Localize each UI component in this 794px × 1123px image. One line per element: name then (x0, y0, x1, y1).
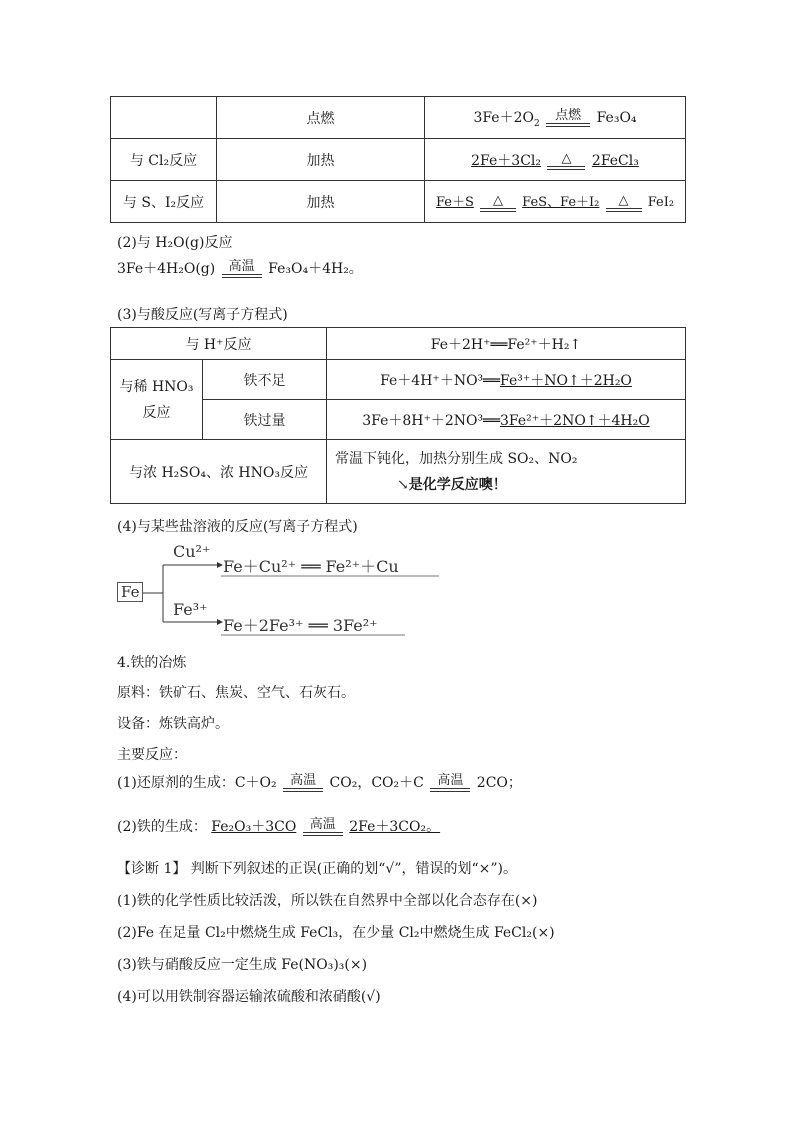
acid-reaction-table (110, 327, 686, 504)
reaction-condition: △ (547, 152, 585, 170)
table-cell: 与 Cl₂反应 (111, 139, 217, 181)
table-row (111, 139, 686, 181)
section-title: (4)与某些盐溶液的反应(写离子方程式) (117, 519, 358, 535)
branch-equation: Fe＋2Fe³⁺ ══ 3Fe²⁺ (223, 616, 378, 635)
table-cell: 常温下钝化，加热分别生成 SO₂、NO₂ ↘是化学反应噢！ (327, 440, 686, 504)
branch-equation: Fe＋Cu²⁺ ══ Fe²⁺＋Cu (223, 557, 399, 576)
arrow-icon: ↘ (397, 476, 409, 493)
table-row (111, 328, 686, 360)
equation-cell: $3Fe+2O_2$ 点燃 Fe₃O₄ (425, 97, 686, 139)
root-box: Fe (117, 582, 143, 602)
list-item: (1)铁的化学性质比较活泼，所以铁在自然界中全部以化合态存在(×) (117, 893, 538, 909)
reaction-condition: △ (606, 194, 642, 212)
reaction-condition: 高温 (303, 818, 343, 836)
section-title: (3)与酸反应(写离子方程式) (117, 307, 288, 323)
salt-reaction-diagram (117, 540, 457, 640)
equation-cell: 3Fe＋8H⁺＋2NO³══3Fe²⁺＋2NO↑＋4H₂O (327, 400, 686, 440)
table-cell: 加热 (217, 139, 425, 181)
table-cell: 铁过量 (203, 400, 327, 440)
equation-line: 3Fe＋4H₂O(g) 高温 Fe₃O₄＋4H₂。 (117, 259, 363, 277)
text-line: 设备：炼铁高炉。 (117, 716, 229, 732)
table-cell (111, 97, 217, 139)
reaction-condition: 高温 (222, 260, 262, 278)
table-cell: 与稀 HNO₃ 反应 (111, 360, 203, 440)
table-row (111, 97, 686, 139)
table-cell: 与 H⁺反应 (111, 328, 327, 360)
reaction-condition: 高温 (430, 774, 470, 792)
equation-cell: Fe＋S △ FeS、Fe＋I₂ △ FeI₂ (425, 181, 686, 223)
branch-label: Cu²⁺ (173, 542, 211, 561)
text-line: 主要反应： (117, 747, 187, 763)
table-row (111, 181, 686, 223)
table-row (111, 440, 686, 504)
list-item: (2)Fe 在足量 Cl₂中燃烧生成 FeCl₃，在少量 Cl₂中燃烧生成 FeCl₂(×) (117, 925, 555, 941)
reaction-condition: 点燃 (546, 109, 590, 127)
section-heading: 4.铁的冶炼 (117, 655, 187, 671)
diagnosis-heading: 【诊断 1】 判断下列叙述的正误(正确的划“√”，错误的划“×”)。 (117, 861, 518, 877)
text-line: 原料：铁矿石、焦炭、空气、石灰石。 (117, 685, 355, 701)
table-cell: 加热 (217, 181, 425, 223)
table-cell: 铁不足 (203, 360, 327, 400)
equation-line: (2)铁的生成： Fe₂O₃＋3CO 高温 2Fe＋3CO₂。 (117, 817, 441, 835)
table-cell: 与 S、I₂反应 (111, 181, 217, 223)
equation-line: (1)还原剂的生成：C＋O₂ 高温 CO₂，CO₂＋C 高温 2CO； (117, 773, 522, 791)
branch-label: Fe³⁺ (173, 600, 208, 619)
reaction-table-1 (110, 96, 686, 223)
reaction-condition: 高温 (283, 774, 323, 792)
list-item: (4)可以用铁制容器运输浓硫酸和浓硝酸(√) (117, 989, 381, 1005)
equation-cell: Fe＋4H⁺＋NO³══Fe³⁺＋NO↑＋2H₂O (327, 360, 686, 400)
list-item: (3)铁与硝酸反应一定生成 Fe(NO₃)₃(×) (117, 957, 368, 973)
table-cell: 与浓 H₂SO₄、浓 HNO₃反应 (111, 440, 327, 504)
equation-cell: Fe＋2H⁺══Fe²⁺＋H₂↑ (327, 328, 686, 360)
section-title: (2)与 H₂O(g)反应 (117, 235, 233, 251)
table-row (111, 360, 686, 400)
equation-cell: 2Fe＋3Cl₂ △ 2FeCl₃ (425, 139, 686, 181)
reaction-condition: △ (480, 194, 516, 212)
table-cell: 点燃 (217, 97, 425, 139)
